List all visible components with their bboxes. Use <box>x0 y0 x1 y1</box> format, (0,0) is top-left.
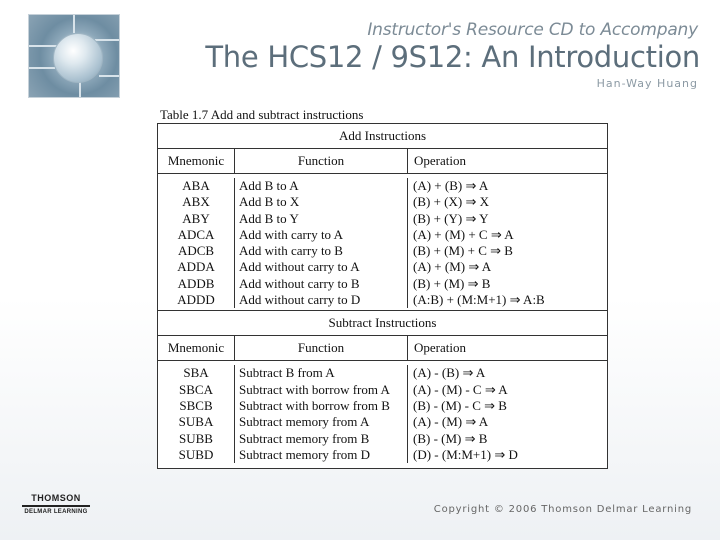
mnemonic-column <box>158 365 235 463</box>
subtract-header-row <box>158 336 607 361</box>
slide-subtitle: Instructor's Resource CD to Accompany <box>367 20 698 40</box>
function-cell: Add without carry to B <box>239 275 360 291</box>
operation-cell: (A) - (B) ⇒ A <box>413 365 486 381</box>
mnemonic-cell: ABA <box>182 178 210 193</box>
instruction-table <box>157 123 608 469</box>
mnemonic-cell: SBCB <box>179 397 213 413</box>
header-decorative-image <box>28 14 120 98</box>
function-cell: Subtract with borrow from A <box>239 381 390 397</box>
function-cell: Add with carry to B <box>239 243 343 259</box>
operation-column <box>408 365 607 463</box>
operation-column <box>408 178 607 308</box>
mnemonic-cell: SBA <box>183 365 209 381</box>
mnemonic-cell: ADDB <box>177 275 215 291</box>
operation-cell: (B) - (M) ⇒ B <box>413 430 488 446</box>
globe-icon <box>53 33 103 83</box>
column-header-function: Function <box>235 336 408 360</box>
function-cell: Add without carry to D <box>239 292 361 308</box>
function-column <box>235 178 408 308</box>
operation-cell: (A) + (M) ⇒ A <box>413 259 492 275</box>
function-cell: Add B to A <box>239 178 299 193</box>
mnemonic-cell: SUBA <box>178 414 214 430</box>
function-cell: Subtract with borrow from B <box>239 397 390 413</box>
add-rows-block <box>158 174 607 311</box>
function-cell: Subtract B from A <box>239 365 335 381</box>
operation-cell: (B) + (Y) ⇒ Y <box>413 210 489 226</box>
column-header-function: Function <box>235 149 408 173</box>
mnemonic-cell: ADCB <box>177 243 215 259</box>
function-cell: Subtract memory from A <box>239 414 370 430</box>
function-cell: Subtract memory from D <box>239 446 371 462</box>
operation-cell: (A) + (B) ⇒ A <box>413 178 489 193</box>
logo-top-text: THOMSON <box>31 493 81 503</box>
slide-author: Han-Way Huang <box>596 77 698 90</box>
operation-cell: (B) + (M) + C ⇒ B <box>413 243 513 259</box>
mnemonic-cell: SUBD <box>178 446 214 462</box>
operation-cell: (B) - (M) - C ⇒ B <box>413 397 507 413</box>
copyright-text: Copyright © 2006 Thomson Delmar Learning <box>433 504 692 515</box>
operation-cell: (B) + (X) ⇒ X <box>413 194 489 210</box>
operation-cell: (A) + (M) + C ⇒ A <box>413 226 514 242</box>
mnemonic-cell: ADDD <box>177 292 215 308</box>
function-column <box>235 365 408 463</box>
function-cell: Add B to Y <box>239 210 299 226</box>
mnemonic-column <box>158 178 235 308</box>
add-section-title: Add Instructions <box>158 124 607 149</box>
column-header-operation: Operation <box>414 340 466 356</box>
mnemonic-cell: ABY <box>182 210 210 226</box>
subtract-section-title: Subtract Instructions <box>158 311 607 336</box>
logo-bottom-text: DELMAR LEARNING <box>24 509 88 515</box>
column-header-mnemonic: Mnemonic <box>158 149 235 173</box>
column-header-operation: Operation <box>414 153 466 168</box>
operation-cell: (A) - (M) ⇒ A <box>413 414 489 430</box>
logo-divider <box>22 505 90 507</box>
mnemonic-cell: ADDA <box>177 259 215 275</box>
mnemonic-cell: SUBB <box>179 430 213 446</box>
mnemonic-cell: ABX <box>182 194 210 210</box>
function-cell: Add B to X <box>239 194 300 210</box>
add-header-row <box>158 149 607 174</box>
operation-cell: (D) - (M:M+1) ⇒ D <box>413 446 518 462</box>
operation-cell: (A:B) + (M:M+1) ⇒ A:B <box>413 292 545 308</box>
column-header-mnemonic: Mnemonic <box>158 336 235 360</box>
function-cell: Subtract memory from B <box>239 430 370 446</box>
function-cell: Add without carry to A <box>239 259 360 275</box>
operation-cell: (B) + (M) ⇒ B <box>413 275 491 291</box>
table-caption: Table 1.7 Add and subtract instructions <box>160 107 364 122</box>
mnemonic-cell: ADCA <box>177 226 215 242</box>
mnemonic-cell: SBCA <box>179 381 213 397</box>
slide-title: The HCS12 / 9S12: An Introduction <box>205 40 700 74</box>
subtract-rows-block <box>158 361 607 468</box>
function-cell: Add with carry to A <box>239 226 343 242</box>
publisher-logo <box>22 493 90 515</box>
operation-cell: (A) - (M) - C ⇒ A <box>413 381 508 397</box>
